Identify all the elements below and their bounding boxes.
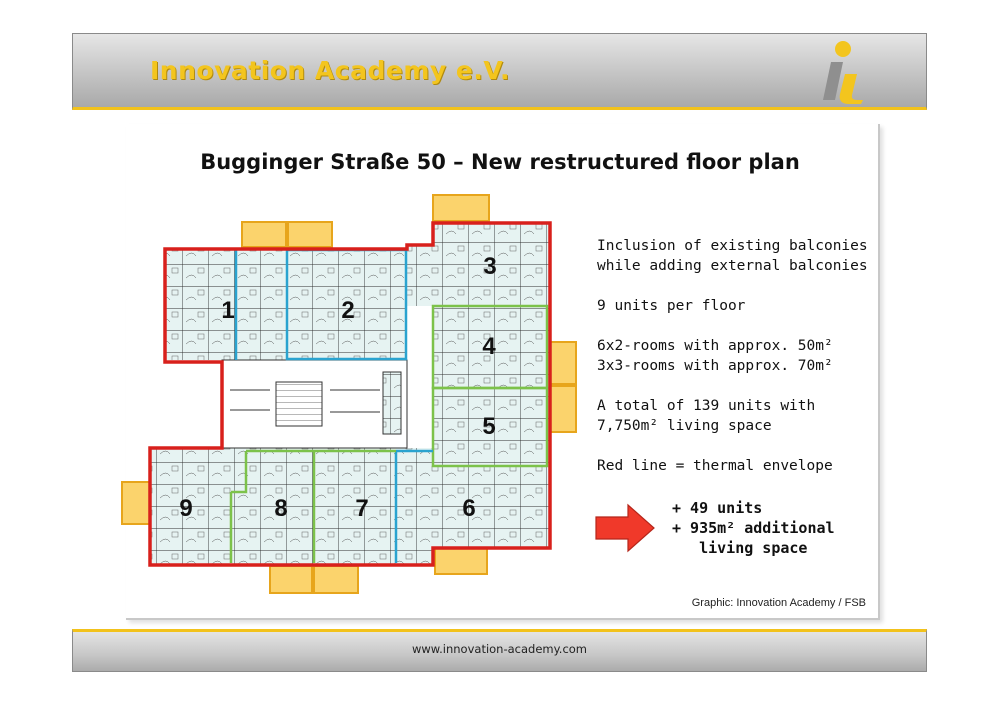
- unit-label-6: 6: [462, 495, 476, 522]
- info-balconies: Inclusion of existing balconies while adding external balconies: [597, 238, 868, 274]
- unit-label-8: 8: [274, 495, 288, 522]
- unit-label-3: 3: [483, 253, 497, 280]
- header-bar: [72, 33, 927, 110]
- unit-label-4: 4: [482, 333, 496, 360]
- info-units-per-floor: 9 units per floor: [597, 298, 746, 314]
- org-name: Innovation Academy e.V.: [150, 56, 510, 85]
- unit-label-5: 5: [482, 413, 496, 440]
- gain-space: + 935m² additional: [672, 519, 835, 537]
- slide-title: Bugginger Straße 50 – New restructured floor plan: [200, 150, 800, 174]
- arrow-right-icon: [594, 503, 656, 553]
- info-legend: Red line = thermal envelope: [597, 458, 833, 474]
- unit-label-9: 9: [179, 495, 193, 522]
- floor-plan: [118, 190, 588, 600]
- info-total: A total of 139 units with 7,750m² living space: [597, 398, 816, 434]
- innovation-academy-logo-icon: [821, 40, 873, 104]
- gain-units: + 49 units: [672, 499, 763, 517]
- footer-url[interactable]: www.innovation-academy.com: [411, 642, 588, 656]
- footer-bar: [72, 629, 927, 672]
- unit-label-2: 2: [341, 297, 355, 324]
- unit-label-7: 7: [355, 495, 369, 522]
- unit-label-1: 1: [221, 297, 235, 324]
- gain-summary: [672, 498, 835, 558]
- graphic-credit: Graphic: Innovation Academy / FSB: [691, 597, 866, 609]
- info-text: [597, 236, 867, 496]
- info-room-types: 6x2-rooms with approx. 50m² 3x3-rooms with approx. 70m²: [597, 338, 833, 374]
- gain-space-cont: living space: [672, 539, 808, 557]
